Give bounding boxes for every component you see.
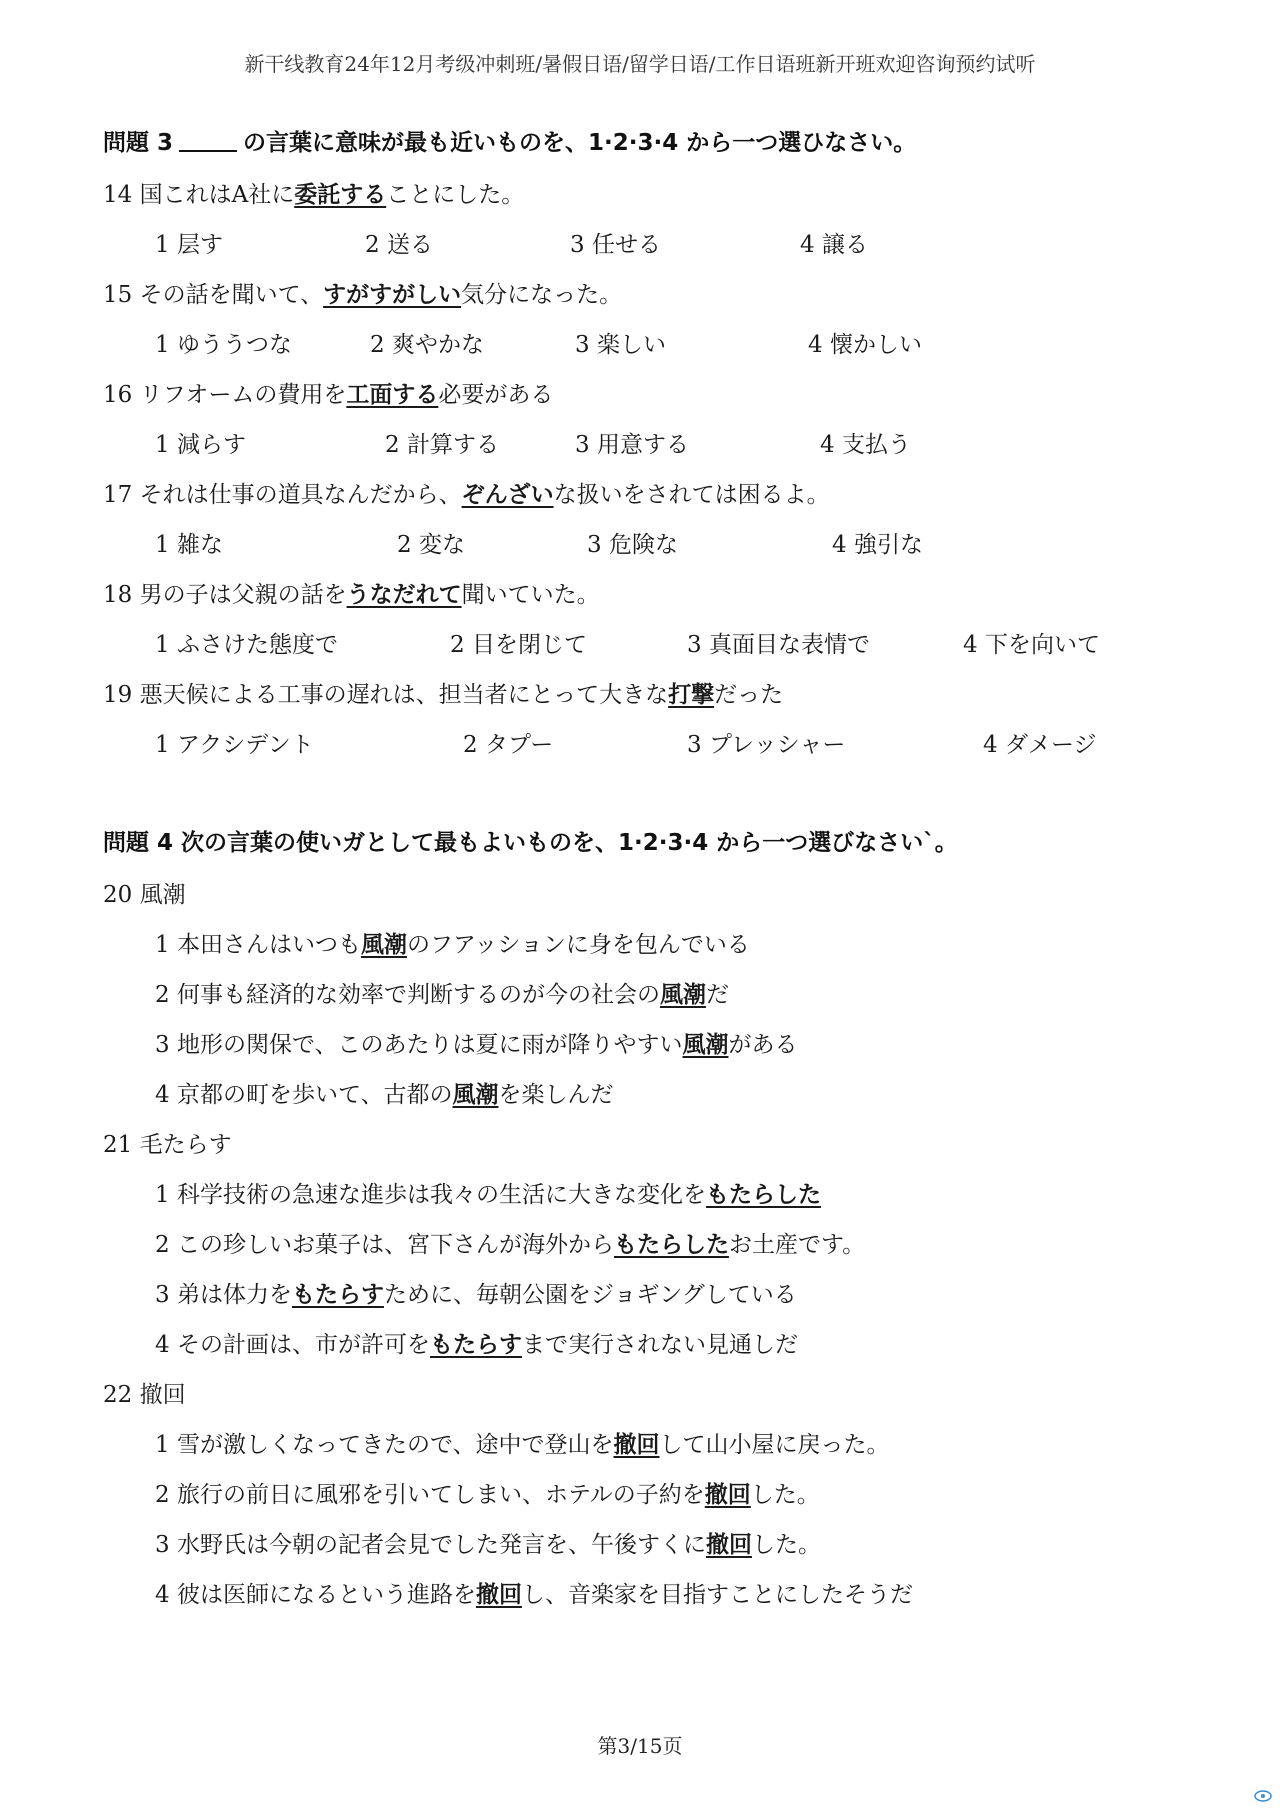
sentence: 3 弟は体力をもたらすために、毎朝公園をジョギングしている xyxy=(155,1281,797,1308)
option: 2 タプー xyxy=(463,732,554,758)
sentence: 1 本田さんはいつも風潮のフアッションに身を包んでいる xyxy=(155,931,750,958)
page-number: 第3/15页 xyxy=(597,1734,683,1758)
option: 2 目を閉じて xyxy=(450,632,587,658)
target-word: もたらす xyxy=(429,1331,522,1358)
watermark-icon xyxy=(1254,1790,1272,1802)
option: 1 ふさけた態度で xyxy=(155,632,338,658)
question-19: 19 悪天候による工事の遅れは、担当者にとって大きな打撃だった xyxy=(103,681,784,708)
option: 3 楽しい xyxy=(575,332,666,358)
option: 2 変な xyxy=(397,532,465,558)
target-word: 風潮 xyxy=(452,1081,499,1108)
sentence: 3 地形の関保で、このあたりは夏に雨が降りやすい風潮がある xyxy=(155,1031,798,1058)
sentence: 3 水野氏は今朝の記者会見でした発言を、午後すくに撤回した。 xyxy=(155,1531,821,1558)
section-3-title xyxy=(103,124,916,157)
blank-line xyxy=(179,130,237,152)
question-18: 18 男の子は父親の話をうなだれて聞いていた。 xyxy=(103,581,600,608)
option: 4 下を向いて xyxy=(963,632,1100,658)
option: 3 真面目な表情で xyxy=(687,632,870,658)
section-3-title-suffix: の言葉に意味が最も近いものを、1·2·3·4 から一つ選ひなさい。 xyxy=(243,130,917,156)
question-16: 16 リフオームの費用を工面する必要がある xyxy=(103,381,554,408)
option: 1 アクシデント xyxy=(155,732,314,758)
option: 4 譲る xyxy=(800,232,868,258)
option: 1 层す xyxy=(155,232,223,258)
word-heading-20: 20 風潮 xyxy=(103,882,186,908)
target-word: もたらす xyxy=(291,1281,384,1308)
option: 3 危険な xyxy=(587,532,678,558)
target-word: もたらした xyxy=(705,1181,821,1208)
sentence: 1 雪が激しくなってきたので、途中で登山を撤回して山小屋に戻った。 xyxy=(155,1431,890,1458)
word-heading-21: 21 毛たらす xyxy=(103,1132,232,1158)
sentence: 2 何事も経済的な効率で判断するのが今の社会の風潮だ xyxy=(155,981,729,1008)
option: 2 計算する xyxy=(385,432,499,458)
option: 3 プレッシャー xyxy=(687,732,846,758)
option: 1 ゆううつな xyxy=(155,332,292,358)
option: 1 雑な xyxy=(155,532,223,558)
section-3-title-prefix: 問題 3 xyxy=(103,130,174,156)
option: 4 懐かしい xyxy=(808,332,922,358)
sentence: 2 この珍しいお菓子は、宮下さんが海外からもたらしたお土産です。 xyxy=(155,1231,866,1258)
question-14: 14 国これはA社に委託することにした。 xyxy=(103,181,525,208)
option: 4 ダメージ xyxy=(983,732,1097,758)
option: 2 送る xyxy=(365,232,433,258)
target-word: もたらした xyxy=(613,1231,729,1258)
option: 4 支払う xyxy=(820,432,911,458)
sentence: 4 京都の町を歩いて、古都の風潮を楽しんだ xyxy=(155,1081,614,1108)
sentence: 1 科学技術の急速な進歩は我々の生活に大きな変化をもたらした xyxy=(155,1181,821,1208)
sentence: 4 その計画は、市が許可をもたらすまで実行されない見通しだ xyxy=(155,1331,798,1358)
target-word: 風潮 xyxy=(360,931,407,958)
target-word: 風潮 xyxy=(682,1031,729,1058)
page-header: 新干线教育24年12月考级冲刺班/暑假日语/留学日语/工作日语班新开班欢迎咨询预约试听 xyxy=(244,52,1036,76)
sentence: 4 彼は医師になるという進路を撤回し、音楽家を目指すことにしたそうだ xyxy=(155,1581,913,1608)
target-word: 撤回 xyxy=(704,1481,751,1508)
section-4-title: 問題 4 次の言葉の使いガとして最もよいものを、1·2·3·4 から一つ選びなさい`。 xyxy=(103,830,958,856)
target-word: 委託する xyxy=(294,181,387,208)
target-word: 工面する xyxy=(346,381,439,408)
target-word: ぞんざい xyxy=(461,481,554,508)
target-word: 撤回 xyxy=(613,1431,660,1458)
option: 2 爽やかな xyxy=(370,332,484,358)
word-heading-22: 22 撤回 xyxy=(103,1382,186,1408)
option: 3 用意する xyxy=(575,432,689,458)
option: 3 任せる xyxy=(570,232,661,258)
question-15: 15 その話を聞いて、すがすがしい気分になった。 xyxy=(103,281,623,308)
target-word: 打撃 xyxy=(668,681,715,708)
target-word: 風潮 xyxy=(659,981,706,1008)
target-word: うなだれて xyxy=(346,581,462,608)
question-17: 17 それは仕事の道具なんだから、ぞんざいな扱いをされては困るよ。 xyxy=(103,481,830,508)
target-word: すがすがしい xyxy=(323,281,462,308)
sentence: 2 旅行の前日に風邪を引いてしまい、ホテルの子約を撤回した。 xyxy=(155,1481,820,1508)
target-word: 撤回 xyxy=(705,1531,752,1558)
option: 4 強引な xyxy=(832,532,923,558)
option: 1 減らす xyxy=(155,432,246,458)
target-word: 撤回 xyxy=(475,1581,522,1608)
